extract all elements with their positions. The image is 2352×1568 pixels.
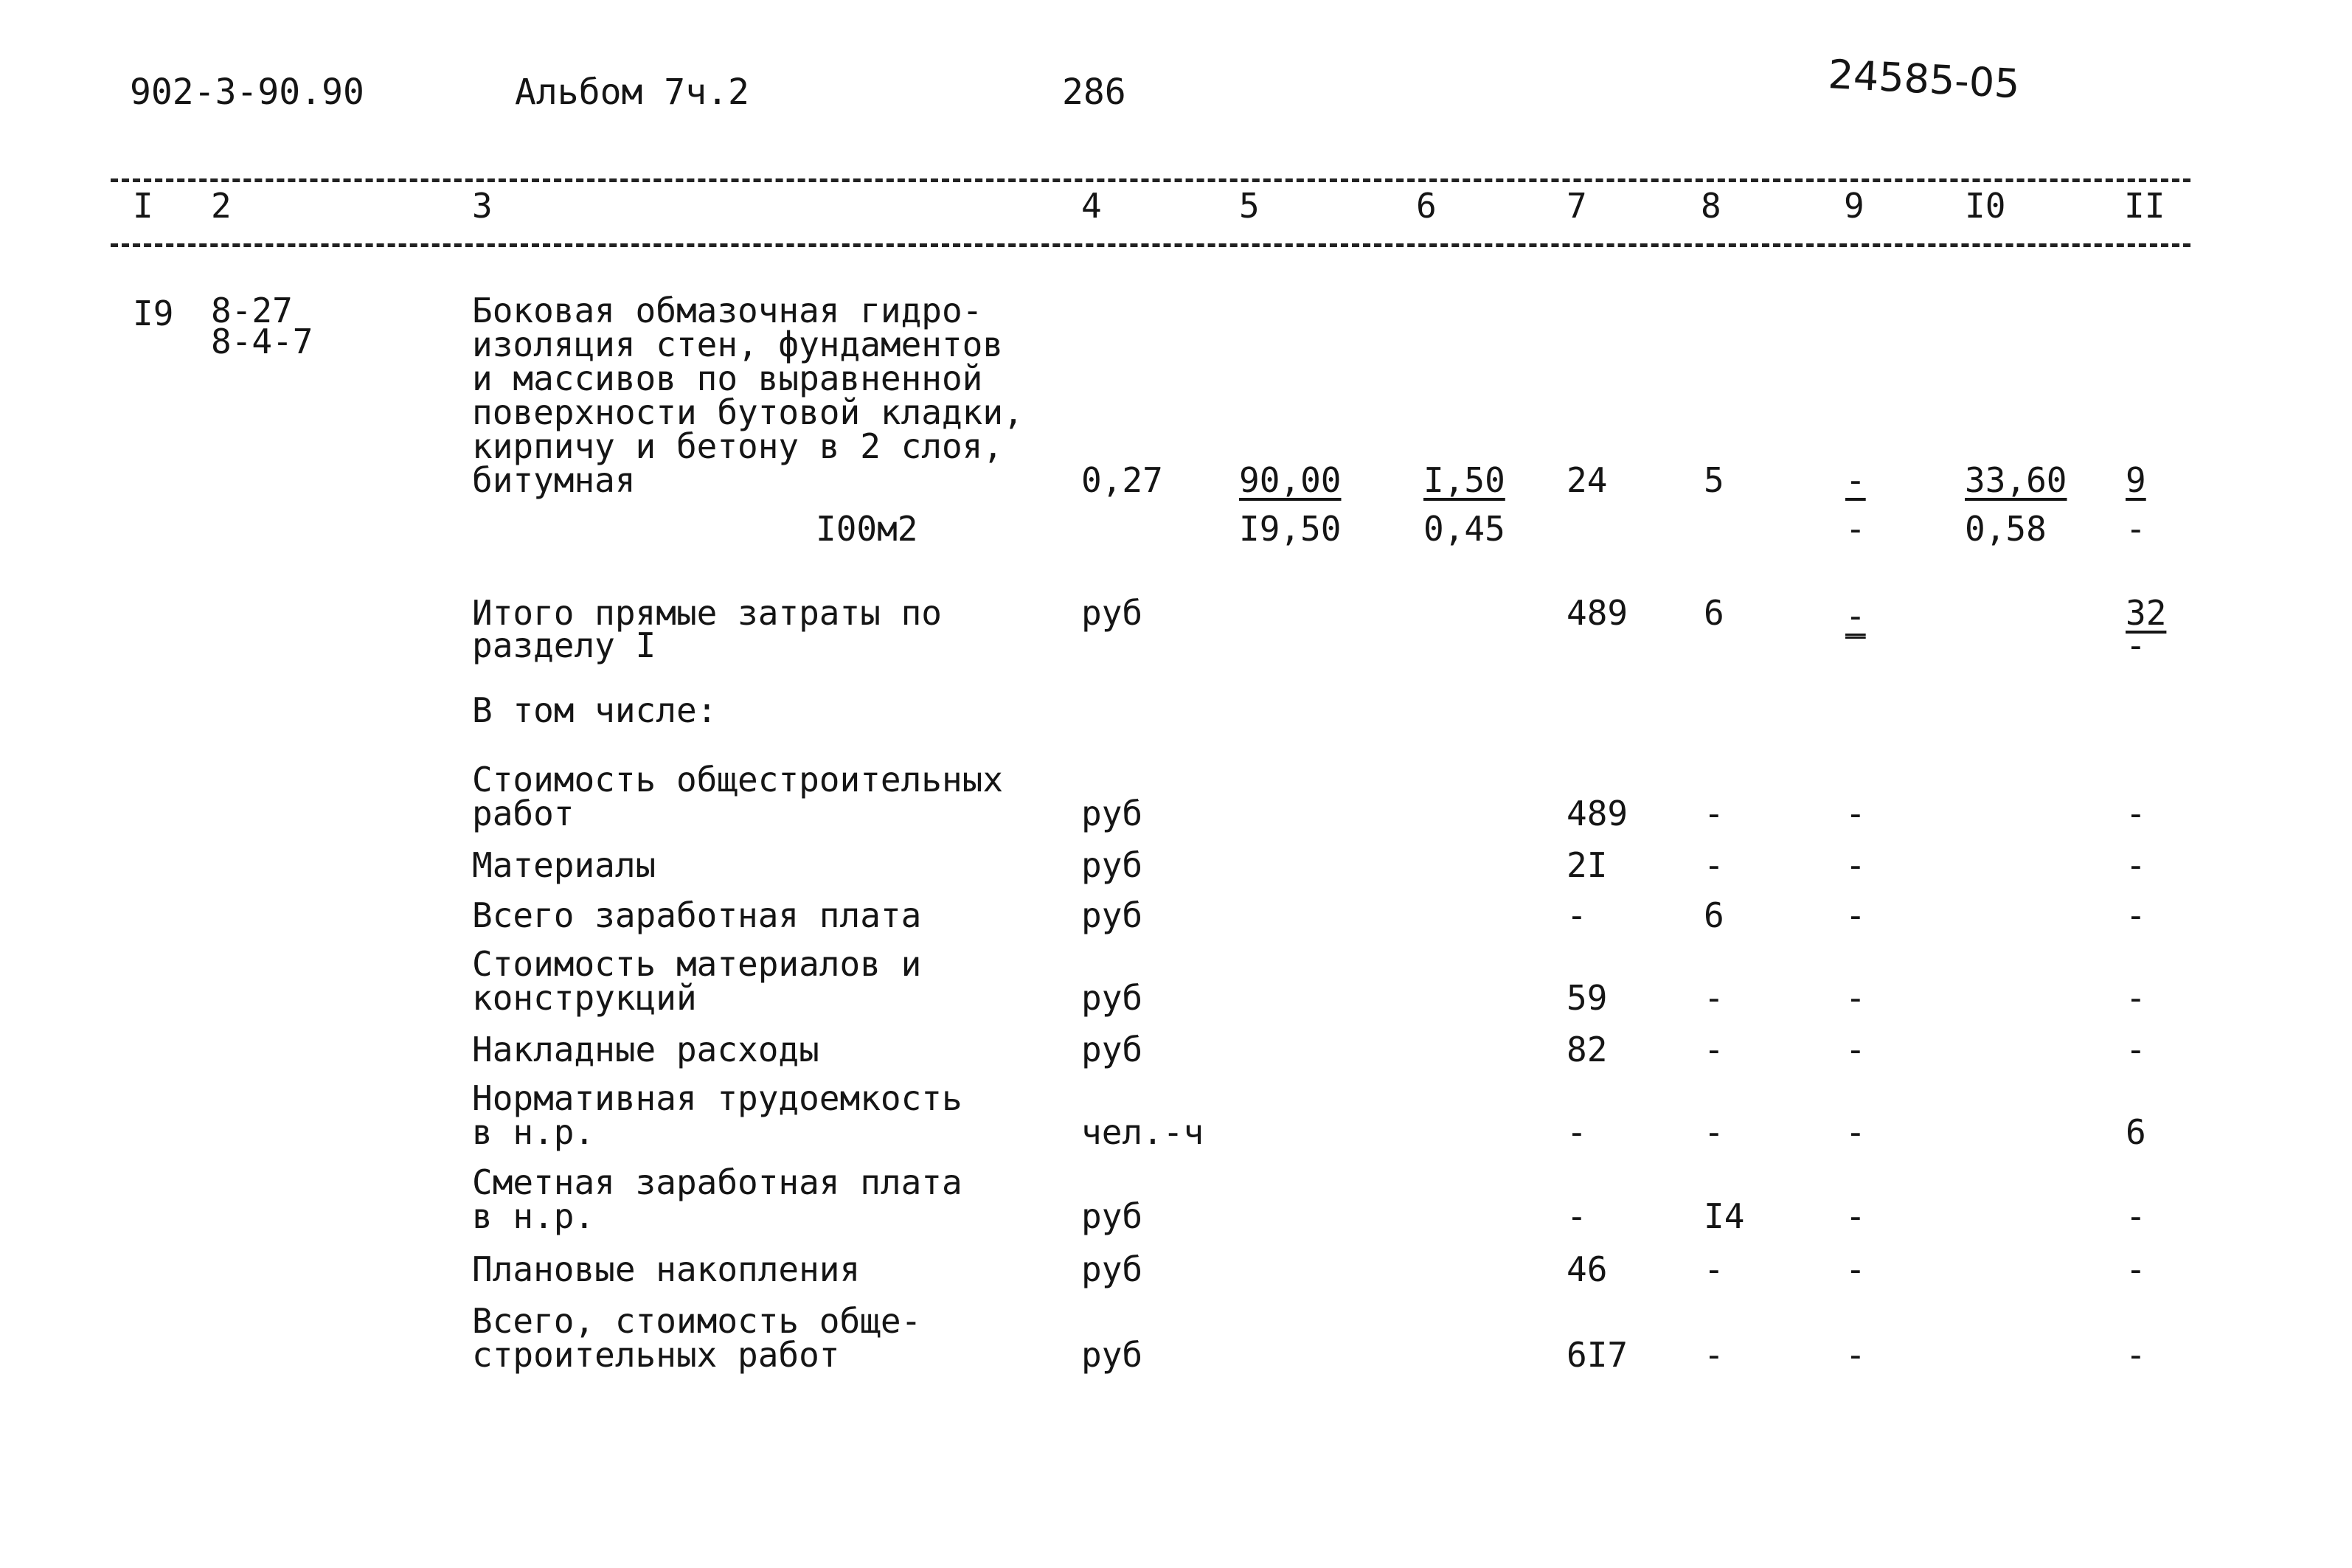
row-unit: руб [1081, 1249, 1143, 1289]
total-label-line2: разделу I [472, 625, 656, 665]
col-header-8: 8 [1701, 186, 1721, 226]
total-col8: 6 [1704, 593, 1724, 633]
row-col7: 46 [1567, 1249, 1608, 1289]
row-label-cont: строительных работ [472, 1335, 840, 1375]
item-desc-line: битумная [472, 460, 636, 500]
row-col7: 59 [1567, 978, 1608, 1018]
item-unit: I00м2 [816, 509, 918, 549]
row-unit: руб [1081, 845, 1143, 885]
item-col8: 5 [1704, 460, 1724, 500]
row-label-cont: в н.р. [472, 1196, 595, 1236]
item-col6-bottom: 0,45 [1423, 509, 1505, 549]
row-col11: - [2126, 845, 2146, 885]
row-label: Стоимость материалов и [472, 944, 922, 984]
row-col8: - [1704, 1112, 1724, 1152]
row-col11: - [2126, 895, 2146, 935]
col-header-1: I [133, 186, 153, 226]
row-col11: - [2126, 794, 2146, 833]
row-col7: 2I [1567, 845, 1608, 885]
row-label-cont: конструкций [472, 978, 697, 1018]
total-unit: руб [1081, 593, 1143, 633]
item-col10-top: 33,60 [1965, 460, 2067, 500]
item-quantity: 0,27 [1081, 460, 1163, 500]
row-col9: - [1845, 895, 1866, 935]
row-col9: - [1845, 845, 1866, 885]
item-col5-top: 90,00 [1239, 460, 1342, 500]
col-header-3: 3 [472, 186, 493, 226]
row-col8: - [1704, 1335, 1724, 1375]
item-col5-bottom: I9,50 [1239, 509, 1342, 549]
row-col7: - [1567, 1196, 1587, 1236]
total-col9: - [1845, 596, 1866, 636]
col-header-6: 6 [1416, 186, 1437, 226]
row-col11: - [2126, 1196, 2146, 1236]
item-desc-line: поверхности бутовой кладки, [472, 392, 1024, 432]
row-col9: - [1845, 1196, 1866, 1236]
row-col11: - [2126, 1249, 2146, 1289]
row-col9: - [1845, 1335, 1866, 1375]
row-col7: - [1567, 895, 1587, 935]
including-label: В том числе: [472, 690, 718, 730]
row-unit: руб [1081, 978, 1143, 1018]
header-rule-bottom [111, 243, 2190, 247]
row-label-cont: в н.р. [472, 1112, 595, 1152]
item-col11-top: 9 [2126, 460, 2146, 500]
page-number: 286 [1062, 72, 1126, 113]
item-code-secondary: 8-4-7 [211, 322, 313, 361]
album-label: Альбом 7ч.2 [515, 72, 749, 113]
row-col9: - [1845, 1249, 1866, 1289]
item-col9-bottom: - [1845, 509, 1866, 549]
total-label-line1: Итого прямые затраты по [472, 593, 942, 633]
row-unit: руб [1081, 1335, 1143, 1375]
row-unit: руб [1081, 895, 1143, 935]
row-label: Материалы [472, 845, 656, 885]
row-col9: - [1845, 978, 1866, 1018]
row-col8: - [1704, 1249, 1724, 1289]
col-header-4: 4 [1081, 186, 1102, 226]
item-col7: 24 [1567, 460, 1608, 500]
row-col7: - [1567, 1112, 1587, 1152]
row-label: Нормативная трудоемкость [472, 1078, 962, 1118]
col-header-10: I0 [1965, 186, 2006, 226]
row-col8: - [1704, 1030, 1724, 1069]
col-header-2: 2 [211, 186, 232, 226]
row-col9: - [1845, 1030, 1866, 1069]
row-col9: - [1845, 794, 1866, 833]
row-col7: 489 [1567, 794, 1628, 833]
col-header-7: 7 [1567, 186, 1587, 226]
col-header-5: 5 [1239, 186, 1260, 226]
item-desc-line: Боковая обмазочная гидро- [472, 291, 983, 330]
archive-stamp: 24585-05 [1827, 51, 2022, 108]
item-col10-bottom: 0,58 [1965, 509, 2047, 549]
col-header-11: II [2124, 186, 2165, 226]
row-col8: - [1704, 845, 1724, 885]
row-col7: 82 [1567, 1030, 1608, 1069]
item-desc-line: и массивов по выравненной [472, 358, 983, 398]
row-unit: руб [1081, 1196, 1143, 1236]
row-col8: 6 [1704, 895, 1724, 935]
row-unit: руб [1081, 794, 1143, 833]
row-col8: - [1704, 978, 1724, 1018]
row-unit: руб [1081, 1030, 1143, 1069]
col-header-9: 9 [1844, 186, 1864, 226]
row-label: Всего заработная плата [472, 895, 922, 935]
row-col8: - [1704, 794, 1724, 833]
row-col11: - [2126, 978, 2146, 1018]
row-label: Всего, стоимость обще- [472, 1301, 922, 1341]
row-label: Накладные расходы [472, 1030, 819, 1069]
document-code: 902-3-90.90 [130, 72, 364, 113]
item-col11-bottom: - [2126, 509, 2146, 549]
row-col11: - [2126, 1030, 2146, 1069]
row-label: Сметная заработная плата [472, 1162, 962, 1202]
item-number: I9 [133, 294, 174, 333]
row-label: Стоимость общестроительных [472, 760, 1004, 799]
row-col11: - [2126, 1335, 2146, 1375]
row-col9: - [1845, 1112, 1866, 1152]
total-col7: 489 [1567, 593, 1628, 633]
row-col8: I4 [1704, 1196, 1745, 1236]
item-desc-line: кирпичу и бетону в 2 слоя, [472, 426, 1004, 466]
total-col11-bottom: - [2126, 625, 2146, 665]
total-col11-top: 32 [2126, 593, 2167, 633]
row-col7: 6I7 [1567, 1335, 1628, 1375]
row-label-cont: работ [472, 794, 575, 833]
item-col9-top: - [1845, 460, 1866, 500]
item-code-primary: 8-27 [211, 291, 293, 330]
item-col6-top: I,50 [1423, 460, 1505, 500]
row-unit: чел.-ч [1081, 1112, 1204, 1152]
header-rule-top [111, 178, 2190, 182]
item-desc-line: изоляция стен, фундаментов [472, 325, 1004, 364]
row-label: Плановые накопления [472, 1249, 861, 1289]
row-col11: 6 [2126, 1112, 2146, 1152]
